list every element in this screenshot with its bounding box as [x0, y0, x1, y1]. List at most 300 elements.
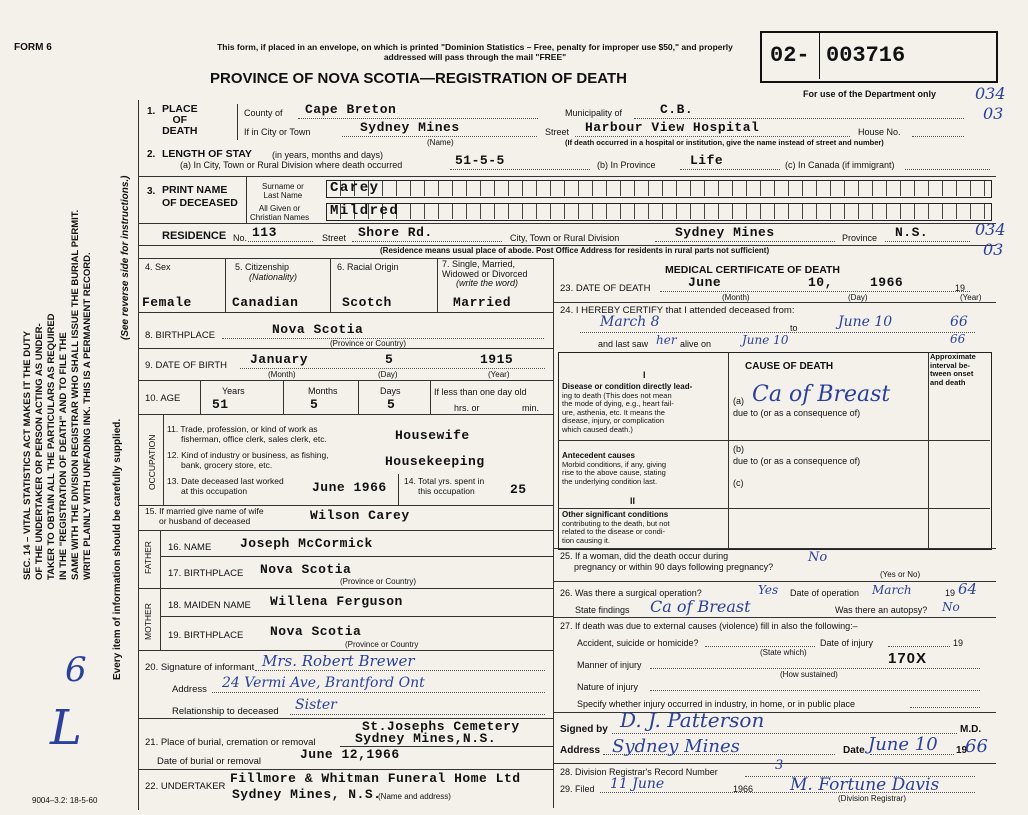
rule	[200, 380, 201, 414]
letter-cell	[579, 204, 593, 219]
letter-cell	[915, 204, 929, 219]
letter-cell	[607, 204, 621, 219]
letter-cell	[775, 204, 789, 219]
signed-value: D. J. Patterson	[620, 708, 765, 732]
letter-cell	[439, 181, 453, 196]
letter-cell	[845, 181, 859, 196]
house-label: House No.	[858, 127, 901, 137]
letter-cell	[831, 181, 845, 196]
county-label: County of	[244, 108, 283, 118]
letter-cell	[775, 181, 789, 196]
rule	[928, 352, 929, 548]
record-label: 28. Division Registrar's Record Number	[560, 767, 718, 777]
surname-cells	[326, 180, 992, 198]
death-day-note: (Day)	[848, 293, 868, 302]
rule	[160, 530, 161, 588]
occupation-side-label: OCCUPATION	[147, 434, 157, 490]
manner-label: Manner of injury	[577, 660, 642, 670]
name-label: PRINT NAME OF DECEASED	[162, 184, 238, 209]
see-reverse-note: (See reverse side for instructions.)	[120, 175, 131, 340]
antecedent-label: Antecedent causes Morbid conditions, if any, giving rise to the above cause, stating the underlying condition last.	[562, 451, 667, 486]
alive-label: alive on	[680, 339, 712, 349]
letter-cell	[649, 204, 663, 219]
reg-divider	[819, 33, 820, 79]
q26-label: 26. Was there a surgical operation?	[560, 588, 702, 598]
stay-b-line	[680, 169, 780, 170]
occ-11-value: Housewife	[395, 428, 470, 443]
occ-11-label: 11. Trade, profession, or kind of work as fisherman, office clerk, sales clerk, etc.	[167, 424, 327, 444]
residence-street-line	[352, 241, 502, 242]
rule	[163, 414, 164, 505]
letter-cell	[635, 204, 649, 219]
street-value: Harbour View Hospital	[585, 120, 760, 135]
burial-place-1: St.Josephs Cemetery	[362, 719, 520, 734]
findings-value: Ca of Breast	[650, 597, 751, 616]
autopsy-label: Was there an autopsy?	[835, 605, 928, 615]
sig-address-label: Address	[560, 745, 601, 756]
given-cells	[326, 203, 992, 221]
sig-year-prefix: 19	[956, 745, 968, 756]
rule	[728, 352, 729, 548]
medical-title: MEDICAL CERTIFICATE OF DEATH	[665, 264, 840, 276]
op-year-prefix: 19	[945, 588, 956, 598]
burial-date-label: Date of burial or removal	[157, 756, 262, 767]
letter-cell	[509, 204, 523, 219]
rule	[160, 616, 553, 617]
letter-cell	[845, 204, 859, 219]
letter-cell	[971, 204, 985, 219]
relation-label: Relationship to deceased	[172, 706, 279, 717]
attend-to: June 10	[838, 314, 893, 330]
age-months-label: Months	[308, 386, 338, 396]
op-year: 64	[958, 580, 978, 598]
city-name-note: (Name)	[427, 138, 454, 147]
sig-date: June 10	[868, 734, 938, 755]
city-label: If in City or Town	[244, 127, 311, 137]
letter-cell	[761, 181, 775, 196]
letter-cell	[593, 204, 607, 219]
manner-line	[650, 668, 980, 669]
letter-cell	[971, 181, 985, 196]
burial-date: June 12,1966	[300, 747, 400, 762]
registration-number-box	[760, 31, 998, 83]
dob-month: January	[250, 352, 309, 367]
mother-name: Willena Ferguson	[270, 594, 403, 609]
letter-cell	[719, 204, 733, 219]
letter-cell	[411, 204, 425, 219]
attend-to-label: to	[790, 323, 798, 333]
filed-label: 29. Filed	[560, 784, 595, 794]
letter-cell	[495, 204, 509, 219]
rule	[138, 530, 553, 531]
letter-cell	[803, 181, 817, 196]
letter-cell	[733, 181, 747, 196]
residence-no-label: No.	[233, 233, 248, 243]
age-years: 51	[212, 397, 229, 412]
how-note: (How sustained)	[780, 670, 838, 679]
stay-a-line	[450, 169, 590, 170]
letter-cell	[663, 181, 677, 196]
sig-date-label: Date	[843, 745, 865, 756]
stay-a-value: 51-5-5	[455, 153, 505, 168]
informant-address-line	[212, 692, 545, 693]
rule	[558, 440, 990, 441]
informant-line	[255, 670, 545, 671]
letter-cell	[467, 181, 481, 196]
age-label: 10. AGE	[145, 393, 181, 404]
dob-day: 5	[385, 352, 394, 367]
interval-label: Approximate interval be- tween onset and death	[930, 352, 976, 387]
letter-cell	[649, 181, 663, 196]
letter-cell	[607, 181, 621, 196]
letter-cell	[383, 181, 397, 196]
surname-label: Surname or Last Name	[262, 182, 304, 200]
given-value: Mildred	[330, 203, 400, 219]
citizen-value: Canadian	[232, 295, 299, 310]
age-years-label: Years	[222, 386, 245, 396]
sex-value: Female	[142, 295, 192, 310]
letter-cell	[887, 204, 901, 219]
dob-label: 9. DATE OF BIRTH	[145, 360, 227, 371]
death-year-prefix: 19	[955, 283, 966, 293]
rule	[283, 380, 284, 414]
birthplace-label: 8. BIRTHPLACE	[145, 330, 216, 341]
cause-a-value: Ca of Breast	[752, 382, 891, 407]
father-name: Joseph McCormick	[240, 536, 373, 551]
letter-cell	[621, 204, 635, 219]
letter-cell	[803, 204, 817, 219]
stay-label: LENGTH OF STAY	[162, 148, 252, 160]
occ-13-value: June 1966	[312, 480, 387, 495]
letter-cell	[397, 181, 411, 196]
sex-label: 4. Sex	[145, 262, 171, 272]
residence-province-line	[885, 241, 970, 242]
letter-cell	[915, 181, 929, 196]
mother-bp-note: (Province or Country	[345, 640, 419, 649]
rule	[138, 223, 996, 224]
sig-address: Sydney Mines	[612, 736, 740, 757]
rule	[138, 769, 553, 770]
attend-from: March 8	[600, 314, 660, 330]
occ-13-label: 13. Date deceased last worked at this occupation	[167, 476, 284, 496]
undertaker-note: (Name and address)	[378, 792, 451, 801]
letter-cell	[957, 181, 971, 196]
mother-bp-label: 19. BIRTHPLACE	[168, 630, 244, 641]
rule	[358, 380, 359, 414]
occ-14-label: 14. Total yrs. spent in this occupation	[404, 476, 485, 496]
mail-notice: This form, if placed in an envelope, on which is printed "Dominion Statistics – Free, penalty for improper use $50," and properly addressed will pass through the mail "FREE"	[217, 42, 733, 62]
house-line	[912, 136, 964, 137]
manner-mark: 170X	[888, 650, 928, 667]
spouse-value: Wilson Carey	[310, 508, 410, 523]
residence-street: Shore Rd.	[358, 225, 433, 240]
letter-cell	[411, 181, 425, 196]
q26-answer: Yes	[758, 583, 779, 597]
marital-value: Married	[453, 295, 512, 310]
letter-cell	[831, 204, 845, 219]
racial-label: 6. Racial Origin	[337, 262, 399, 272]
filed-value: 11 June	[610, 776, 665, 792]
letter-cell	[943, 204, 957, 219]
letter-cell	[453, 204, 467, 219]
death-day: 10,	[808, 275, 833, 290]
letter-cell	[425, 181, 439, 196]
death-month: June	[688, 275, 722, 290]
municipality-value: C.B.	[660, 102, 694, 117]
rule	[138, 348, 553, 349]
dob-line	[240, 368, 545, 369]
letter-cell	[425, 204, 439, 219]
autopsy-value: No	[942, 600, 960, 614]
dept-use-label: For use of the Department only	[803, 89, 937, 99]
citizen-label: 5. Citizenship (Nationality)	[235, 262, 298, 282]
age-min-label: min.	[522, 403, 540, 413]
municipality-label: Municipality of	[565, 108, 623, 118]
cause-a-label: (a)	[733, 396, 744, 406]
margin-mark-2: L	[50, 700, 82, 756]
yes-no-note: (Yes or No)	[880, 570, 921, 579]
given-label: All Given or Christian Names	[250, 204, 310, 222]
letter-cell	[817, 181, 831, 196]
racial-value: Scotch	[342, 295, 392, 310]
rule	[138, 588, 553, 589]
form-number: FORM 6	[14, 42, 52, 53]
letter-cell	[467, 204, 481, 219]
letter-cell	[705, 181, 719, 196]
father-side-label: FATHER	[143, 541, 153, 574]
rule	[437, 258, 438, 312]
rule	[246, 176, 247, 223]
letter-cell	[481, 204, 495, 219]
stay-num: 2.	[147, 149, 156, 160]
specify-label: Specify whether injury occurred in industry, in home, or in public place	[577, 699, 855, 709]
attend-label: 24. I HEREBY CERTIFY that I attended deceased from:	[560, 305, 795, 316]
nature-line	[650, 690, 980, 691]
relation-value: Sister	[295, 697, 337, 713]
letter-cell	[789, 181, 803, 196]
residence-note: (Residence means usual place of abode. Post Office Address for residents in rural parts not sufficient)	[380, 246, 770, 255]
registrar-signature: M. Fortune Davis	[790, 775, 940, 795]
letter-cell	[677, 181, 691, 196]
rule	[225, 258, 226, 312]
letter-cell	[495, 181, 509, 196]
rule	[138, 414, 553, 415]
letter-cell	[873, 204, 887, 219]
death-date-label: 23. DATE OF DEATH	[560, 283, 651, 294]
injury-year: 19	[953, 638, 964, 648]
dob-day-note: (Day)	[378, 370, 398, 379]
injury-date-label: Date of injury	[820, 638, 874, 648]
letter-cell	[901, 181, 915, 196]
letter-cell	[901, 204, 915, 219]
letter-cell	[817, 204, 831, 219]
letter-cell	[761, 204, 775, 219]
surname-value: Carey	[330, 180, 380, 196]
rule	[430, 380, 431, 414]
stay-a-label: (a) In City, Town or Rural Division where death occurred	[180, 160, 403, 170]
attend-to-year: 66	[950, 314, 968, 330]
dept-code-1: 034	[975, 84, 1006, 103]
res-code-1: 034	[975, 220, 1006, 239]
spouse-label: 15. If married give name of wife or husband of deceased	[145, 506, 264, 526]
street-line	[575, 136, 850, 137]
margin-mark-1: 6	[65, 650, 87, 690]
rule	[553, 581, 996, 582]
rule	[553, 617, 996, 618]
letter-cell	[565, 204, 579, 219]
rule	[138, 176, 996, 177]
nature-label: Nature of injury	[577, 682, 639, 692]
undertaker-name-2: Sydney Mines, N.S.	[232, 787, 382, 802]
dob-year: 1915	[480, 352, 514, 367]
letter-cell	[691, 181, 705, 196]
sec-i: I	[643, 370, 646, 380]
age-days: 5	[387, 397, 396, 412]
sig-year: 66	[965, 736, 988, 757]
age-days-label: Days	[380, 386, 401, 396]
rule	[237, 104, 238, 140]
letter-cell	[551, 204, 565, 219]
reg-prefix: 02-	[770, 43, 810, 68]
birthplace-value: Nova Scotia	[272, 322, 364, 337]
father-bp: Nova Scotia	[260, 562, 352, 577]
dept-code-2: 03	[983, 104, 1004, 123]
last-date: June 10	[742, 333, 789, 347]
letter-cell	[579, 181, 593, 196]
page-title: PROVINCE OF NOVA SCOTIA—REGISTRATION OF DEATH	[210, 70, 627, 87]
record-value: 3	[775, 758, 784, 773]
county-line	[298, 118, 538, 119]
letter-cell	[747, 181, 761, 196]
rule	[138, 312, 553, 313]
mother-name-label: 18. MAIDEN NAME	[168, 600, 251, 611]
letter-cell	[677, 204, 691, 219]
registrar-note: (Division Registrar)	[838, 794, 907, 803]
letter-cell	[859, 204, 873, 219]
letter-cell	[733, 204, 747, 219]
cause-title: CAUSE OF DEATH	[745, 361, 834, 372]
stay-c-line	[905, 169, 990, 170]
q25-label: 25. If a woman, did the death occur during pregnancy or within 90 days following pregnancy?	[560, 551, 774, 572]
stay-b-value: Life	[690, 153, 724, 168]
other-label: Other significant conditions contributing to the death, but not related to the disease or condi- tion causing it.	[562, 510, 670, 545]
rule	[553, 548, 996, 549]
burial-place-2: Sydney Mines,N.S.	[355, 731, 497, 746]
letter-cell	[705, 204, 719, 219]
last-year: 66	[950, 332, 966, 346]
accident-line	[705, 646, 815, 647]
death-month-note: (Month)	[722, 293, 750, 302]
state-which-note: (State which)	[760, 648, 807, 657]
letter-cell	[453, 181, 467, 196]
residence-city: Sydney Mines	[675, 225, 775, 240]
specify-line	[910, 707, 980, 708]
rule	[558, 508, 990, 509]
death-year-note: (Year)	[960, 293, 982, 302]
informant-address: 24 Vermi Ave, Brantford Ont	[222, 675, 425, 691]
letter-cell	[873, 181, 887, 196]
father-name-label: 16. NAME	[168, 542, 212, 553]
age-hrs-label: hrs. or	[454, 403, 480, 413]
disease-label: Disease or condition directly lead- ing to death (This does not mean the mode of dying, e.g., heart fail- ure, asthenia, etc. It means the disease, injury, or complication which caused death.)	[562, 382, 693, 434]
letter-cell	[635, 181, 649, 196]
rule	[160, 588, 161, 650]
residence-street-label: Street	[322, 233, 347, 243]
father-bp-note: (Province or Country)	[340, 577, 417, 586]
informant-label: 20. Signature of informant	[145, 662, 255, 673]
letter-cell	[551, 181, 565, 196]
age-less-label: If less than one day old	[434, 387, 527, 397]
hospital-note: (If death occurred in a hospital or institution, give the name instead of street and number)	[565, 138, 884, 147]
letter-cell	[691, 204, 705, 219]
marital-label: 7. Single, Married, Widowed or Divorced (write the word)	[442, 259, 528, 288]
q25-answer: No	[808, 550, 828, 565]
sec-ii: II	[630, 496, 636, 506]
residence-no-line	[248, 241, 313, 242]
birthplace-note: (Province or Country)	[330, 339, 407, 348]
letter-cell	[929, 204, 943, 219]
rule	[330, 258, 331, 312]
dob-year-note: (Year)	[488, 370, 510, 379]
death-date-line	[660, 291, 970, 292]
q27-label: 27. If death was due to external causes (violence) fill in also the following:–	[560, 621, 858, 631]
cause-a-due: due to (or as a consequence of)	[733, 408, 861, 418]
letter-cell	[943, 181, 957, 196]
place-num: 1.	[147, 106, 156, 117]
stay-b-label: (b) In Province	[597, 160, 656, 170]
letter-cell	[789, 204, 803, 219]
letter-cell	[859, 181, 873, 196]
findings-label: State findings	[575, 605, 630, 615]
dob-month-note: (Month)	[268, 370, 296, 379]
mother-side-label: MOTHER	[143, 603, 153, 640]
municipality-line	[634, 118, 964, 119]
residence-city-line	[655, 241, 835, 242]
place-label: PLACE OF DEATH	[162, 103, 198, 137]
last-saw-label: and last saw	[598, 339, 649, 349]
stay-unit-note: (in years, months and days)	[272, 150, 384, 160]
letter-cell	[523, 181, 537, 196]
stay-c-label: (c) In Canada (if immigrant)	[785, 160, 895, 170]
residence-no: 113	[252, 225, 277, 240]
letter-cell	[565, 181, 579, 196]
residence-label: RESIDENCE	[162, 230, 227, 242]
letter-cell	[747, 204, 761, 219]
letter-cell	[719, 181, 733, 196]
letter-cell	[537, 204, 551, 219]
letter-cell	[523, 204, 537, 219]
relation-line	[290, 714, 545, 715]
rule	[160, 556, 553, 557]
name-num: 3.	[147, 186, 156, 197]
rule	[553, 302, 996, 303]
father-bp-label: 17. BIRTHPLACE	[168, 568, 244, 579]
death-year: 1966	[870, 275, 904, 290]
residence-province-label: Province	[842, 233, 878, 243]
op-date-label: Date of operation	[790, 588, 860, 598]
reg-number: 003716	[826, 43, 906, 68]
cause-c-label: (c)	[733, 478, 744, 488]
undertaker-label: 22. UNDERTAKER	[145, 781, 226, 792]
left-margin-instructions: SEC. 14 – VITAL STATISTICS ACT MAKES IT THE DUTY OF THE UNDERTAKER OR PERSON ACTING AS UNDER- TAKER TO OBTAIN ALL THE PARTICULARS AS REQUIRED IN THE "REGISTRATION OF DEATH" AND TO FILE THE SAME WITH THE DIVISION REGISTRAR WHO SHALL ISSUE THE BURIAL PERMIT. WRITE PLAINLY WITH UNFADING INK. THIS IS A PERMANENT RECORD.	[22, 209, 93, 580]
age-months: 5	[310, 397, 319, 412]
md-label: M.D.	[960, 724, 982, 735]
letter-cell	[537, 181, 551, 196]
occ-12-value: Housekeeping	[385, 454, 485, 469]
injury-date-line	[888, 646, 950, 647]
left-border	[138, 100, 139, 810]
mother-bp: Nova Scotia	[270, 624, 362, 639]
